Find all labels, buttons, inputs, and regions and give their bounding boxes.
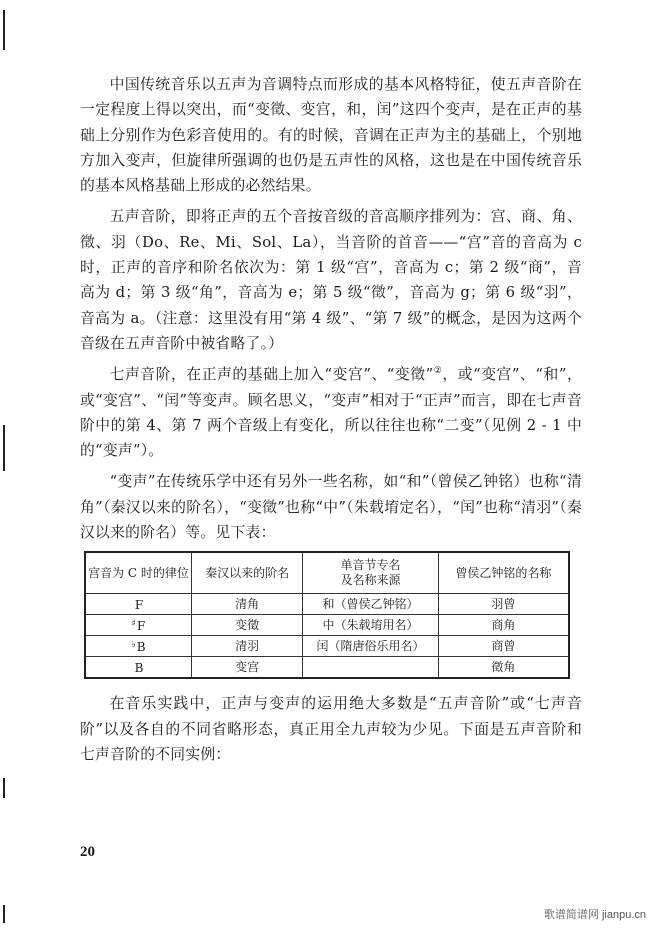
paragraph-pentatonic-scale: 五声音阶，即将正声的五个音按音级的音高顺序排列为：宫、商、角、徵、羽（Do、Re、Mi、Sol、La），当音阶的首音——“宫”音的音高为 c 时，正声的音序和阶名依次为：第 1 级“宫”，音高为 c；第 2 级“商”，音高为 d；第 3 级“角”，音高为 e；第 5 级“徵”，音高为 g；第 6 级“羽”，音高为 a。（注意：这里没有用“第 4 级”、“第 7 级”的概念，是因为这两个音级在五声音阶中被省略了。） — [80, 208, 582, 352]
table-header-row — [85, 552, 569, 594]
paragraph-bianshen-names: “变声”在传统乐学中还有另外一些名称，如“和”（曾侯乙钟铭）也称“清角”（秦汉以来的阶名），“变徵”也称“中”（朱载堉定名），“闰”也称“清羽”（秦汉以来的阶名）等。见下表： — [80, 473, 582, 542]
table-row — [85, 636, 569, 657]
page-number: 20 — [80, 844, 95, 860]
pitch-cell — [85, 657, 191, 679]
bell-name-cell: 商角 — [438, 615, 569, 636]
paragraph-text: ，或“变宫”、“和”，或“变宫”、“闰”等变声。顾名思义，“变声”相对于“正声”而言，即在七声音阶中的第 4、第 7 两个音级上有变化，所以往往也称“二变”（见例 2 - 1 中的“变声”）。 — [80, 366, 583, 460]
special-name-cell — [303, 657, 439, 679]
column-header: 宫音为 C 时的律位 — [85, 552, 191, 594]
bell-name-cell: 羽曾 — [438, 594, 569, 615]
bell-name-cell: 徵角 — [438, 657, 569, 679]
table-row — [85, 594, 569, 615]
pitch-name: B — [134, 660, 144, 675]
pitch-cell — [85, 594, 191, 615]
stage-name-cell: 变徵 — [191, 615, 302, 636]
pitch-name: F — [134, 597, 144, 612]
special-name-cell: 中（朱载堉用名） — [303, 615, 439, 636]
paragraph-practice: 在音乐实践中，正声与变声的运用绝大多数是“五声音阶”或“七声音阶”以及各自的不同省略形态，真正用全九声较为少见。下面是五声音阶和七声音阶的不同实例： — [80, 695, 582, 763]
column-header: 曾侯乙钟铭的名称 — [438, 552, 569, 594]
column-header: 秦汉以来的阶名 — [191, 552, 302, 594]
stage-name-cell: 变宫 — [191, 657, 302, 679]
special-name-cell: 和（曾侯乙钟铭） — [303, 594, 439, 615]
pitch-cell — [85, 636, 191, 657]
stage-name-cell: 清角 — [191, 594, 302, 615]
page-body — [80, 72, 582, 773]
accidental: ♭ — [131, 639, 136, 650]
paragraph-heptatonic-scale — [80, 362, 582, 463]
bell-name-cell: 商曾 — [438, 636, 569, 657]
special-name-cell: 闰（隋唐俗乐用名） — [303, 636, 439, 657]
site-watermark: 歌谱简谱网 jianpu.cn — [543, 909, 646, 921]
pitch-name: F — [137, 618, 146, 633]
paragraph-pentatonic-style: 中国传统音乐以五声为音调特点而形成的基本风格特征，使五声音阶在一定程度上得以突出，而“变徵、变宫，和，闰”这四个变声，是在正声的基础上分别作为色彩音使用的。有的时候，音调在正声为主的基础上，个别地方加入变声，但旋律所强调的也仍是五声性的风格，这也是在中国传统音乐的基本风格基础上形成的必然结果。 — [80, 76, 582, 195]
stage-name-cell: 清羽 — [191, 636, 302, 657]
table-row — [85, 615, 569, 636]
pitch-name: B — [136, 639, 146, 654]
margin-binding-mark — [3, 905, 5, 923]
footnote-ref[interactable]: ② — [433, 366, 443, 377]
column-header: 单音节专名 及名称来源 — [303, 552, 439, 594]
accidental: ♯ — [131, 618, 136, 629]
margin-binding-mark — [3, 425, 5, 471]
paragraph-text: 七声音阶，在正声的基础上加入“变宫”、“变徵” — [109, 366, 434, 384]
bianshen-names-table — [84, 551, 570, 679]
table-row — [85, 657, 569, 679]
margin-binding-mark — [3, 10, 5, 50]
pitch-cell — [85, 615, 191, 636]
margin-binding-mark — [3, 778, 5, 798]
